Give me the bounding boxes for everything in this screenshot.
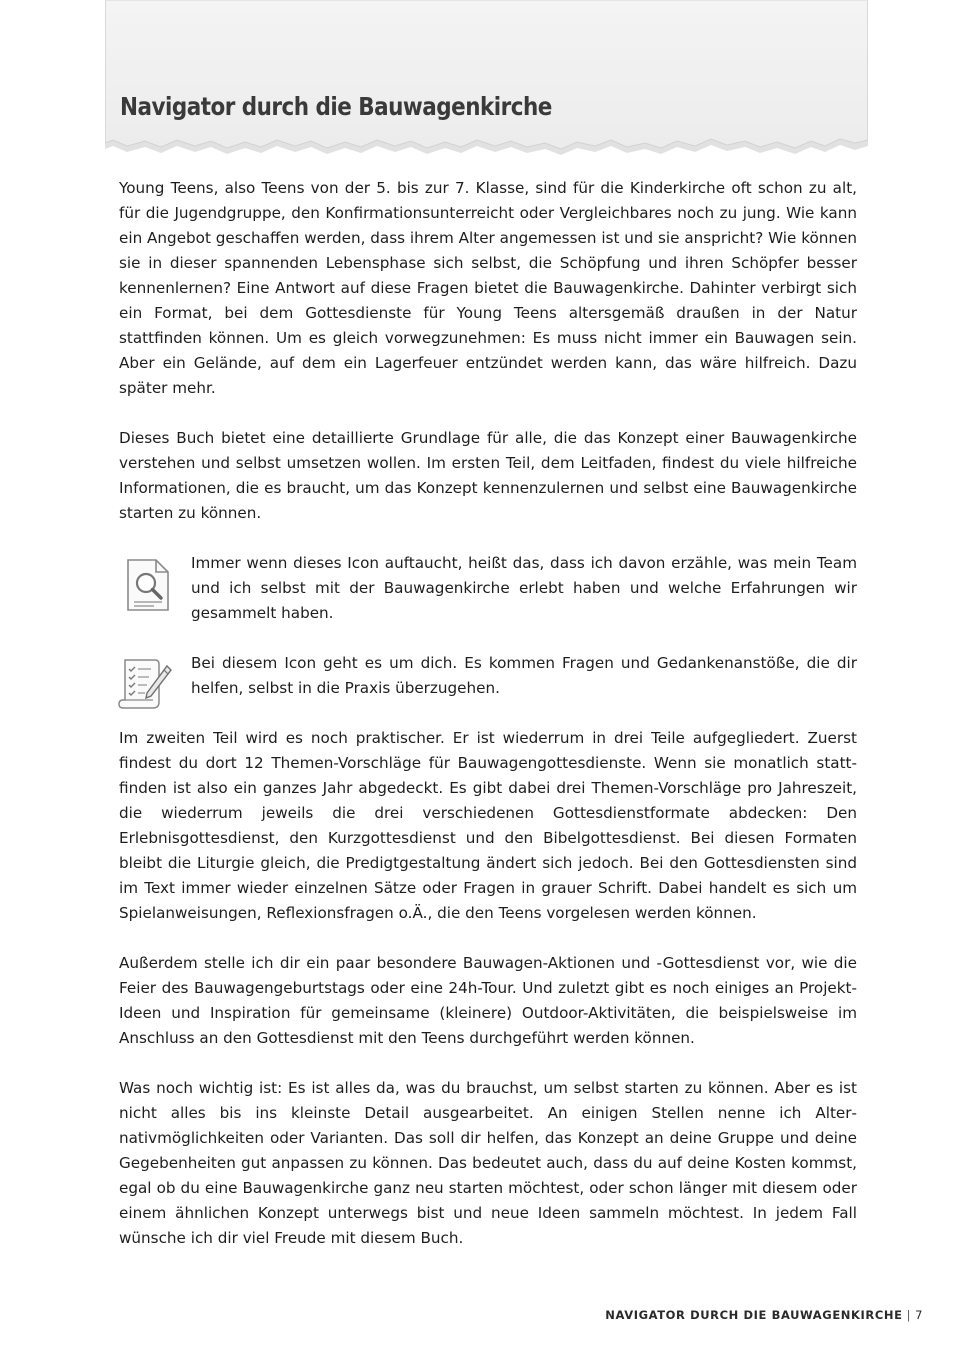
footer-separator: | [906, 1308, 912, 1322]
body-paragraph: Außerdem stelle ich dir ein paar besondere Bauwagen-Aktionen und -Gottesdienst vor, wie die Feier des Bauwagengeburtstags oder eine 24h-Tour. Und zuletzt gibt es noch einiges an Projekt-Ideen und Inspiration für gemeinsame (kleinere) Outdoor-Aktivitäten, die beispielsweise im Anschluss an den Gottesdienst mit den Teens durchgeführt werden können. [119, 954, 857, 1047]
page-footer [605, 1308, 923, 1322]
body-paragraph: Dieses Buch bietet eine detaillierte Grundlage für alle, die das Konzept einer Bauwagenkirche verstehen und selbst umsetzen wollen. Im ersten Teil, dem Leitfaden, findest du viele hilfreiche Informationen, die es braucht, um das Konzept kennenzulernen und selbst eine Bauwagenkirche starten zu können. [119, 429, 857, 522]
page-title: Navigator durch die Bauwagenkirche [120, 92, 552, 121]
body-paragraph: Im zweiten Teil wird es noch praktischer. Er ist wiederrum in drei Teile aufgegliedert. Zuerst findest du dort 12 Themen-Vorschläge für Bauwagengottesdienste. Wenn sie monatlich stattfinden ist also ein ganzes Jahr abgedeckt. Es gibt dabei drei Themen-Vorschläge pro Jahreszeit, die wiederrum jeweils die drei verschiedenen Gottesdienstformate abdecken: Den Erlebnisgottesdienst, den Kurzgottesdienst und den Bibelgottesdienst. Bei diesen Formaten bleibt die Liturgie gleich, die Predigtgestaltung ändert sich jedoch. Bei den Gottesdiensten sind im Text immer wieder einzelnen Sätze oder Fragen in grauer Schrift. Dabei handelt es sich um Spielanweisungen, Reflexionsfragen o.Ä., die den Teens vorgelesen werden können. [119, 729, 857, 922]
body-paragraph: Was noch wichtig ist: Es ist alles da, was du brauchst, um selbst starten zu können. Aber es ist nicht alles bis ins kleinste Detail ausgearbeitet. An einigen Stellen nenne ich Alternativmöglichkeiten oder Varianten. Das soll dir helfen, das Konzept an deine Gruppe und deine Gegebenheiten gut anpassen zu können. Das bedeutet auch, dass du auf deine Kosten kommst, egal ob du eine Bauwagenkirche ganz neu starten möchtest, oder schon länger mit diesem oder einem ähnlichen Konzept unterwegs bist und neue Ideen sammeln möchtest. In jedem Fall wünsche ich dir viel Freude mit diesem Buch. [119, 1079, 857, 1247]
body-paragraph: Young Teens, also Teens von der 5. bis zur 7. Klasse, sind für die Kinderkirche oft schon zu alt, für die Jugendgruppe, den Konfirmationsunterreicht oder Vergleichbares noch zu jung. Wie kann ein Angebot geschaffen werden, dass ihrem Alter angemessen ist und sie anspricht? Wie können sie in dieser spannenden Lebensphase sich selbst, die Schöpfung und ihren Schöpfer besser kennenlernen? Eine Antwort auf diese Fragen bietet die Bauwagenkirche. Dahinter verbirgt sich ein Format, bei dem Gottesdienste für Young Teens altersgemäß draußen in der Natur stattfinden können. Um es gleich vorwegzunehmen: Es muss nicht immer ein Bauwagen sein. Aber ein Gelände, auf dem ein Lagerfeuer entzündet werden kann, das wäre hilfreich. Dazu später mehr. [119, 179, 857, 397]
document-magnifier-icon [124, 556, 172, 618]
icon-note-experience: Immer wenn dieses Icon auftaucht, heißt das, dass ich davon erzähle, was mein Team und ich selbst mit der Bauwagenkirche erlebt haben und welche Erfahrungen wir gesammelt haben. [191, 554, 857, 622]
page-number: 7 [915, 1308, 923, 1322]
checklist-pen-icon [117, 656, 175, 718]
icon-note-practice: Bei diesem Icon geht es um dich. Es kommen Fragen und Gedankenanstöße, die dir helfen, selbst in die Praxis überzugehen. [191, 654, 857, 697]
torn-paper-header [105, 0, 868, 158]
running-title: NAVIGATOR DURCH DIE BAUWAGENKIRCHE [605, 1308, 903, 1322]
